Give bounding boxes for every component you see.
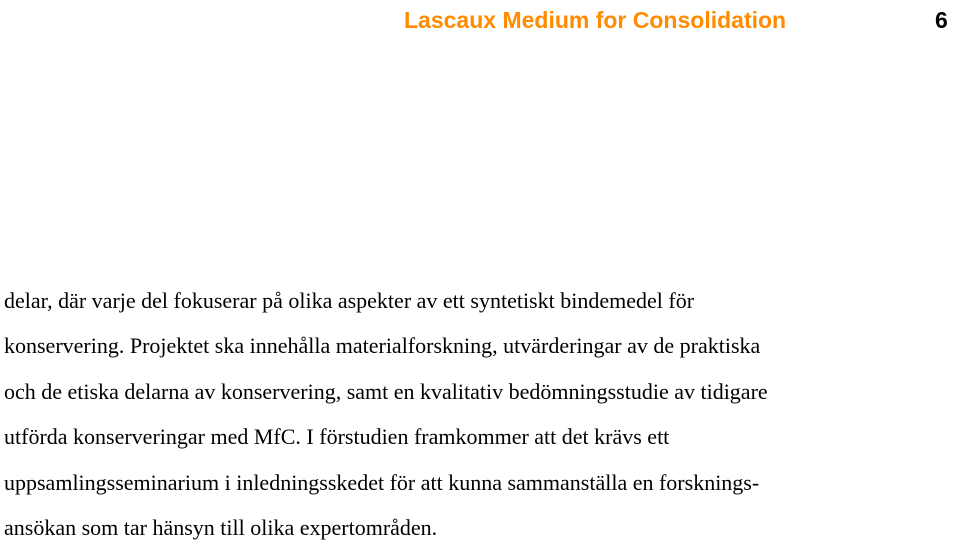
page-header <box>0 4 959 36</box>
paragraph-line: delar, där varje del fokuserar på olika aspekter av ett syntetiskt bindemedel för <box>4 288 695 313</box>
paragraph-line: uppsamlingsseminarium i inledningsskedet för att kunna sammanställa en forsknings- <box>4 469 760 495</box>
paragraph-line: konservering. Projektet ska innehålla materialforskning, utvärderingar av de praktiska <box>4 333 761 359</box>
running-title: Lascaux Medium for Consolidation <box>404 7 787 33</box>
body-paragraph <box>4 278 939 550</box>
paragraph-line: utförda konserveringar med MfC. I förstudien framkommer att det krävs ett <box>4 424 670 450</box>
paragraph-line: ansökan som tar hänsyn till olika expertområden. <box>4 514 438 540</box>
paragraph-line: och de etiska delarna av konservering, samt en kvalitativ bedömningsstudie av tidigare <box>4 378 768 404</box>
page-number: 6 <box>935 7 948 33</box>
